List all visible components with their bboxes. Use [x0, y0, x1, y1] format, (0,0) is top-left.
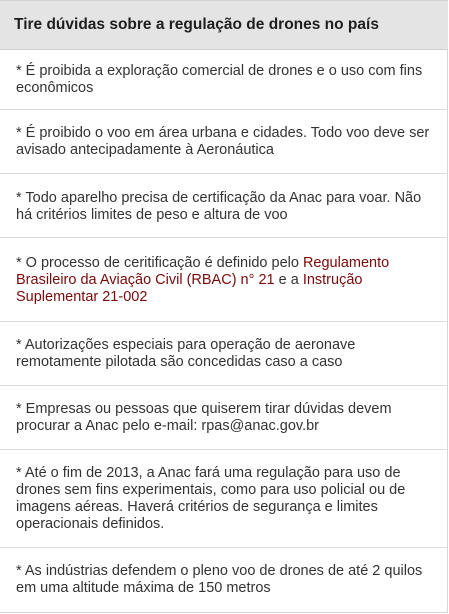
faq-item-text: * Empresas ou pessoas que quiserem tirar dúvidas devem procurar a Anac pelo e-mail: rpas@anac.gov.br: [16, 401, 392, 434]
faq-item-certification: [0, 174, 448, 238]
faq-item-text: * É proibida a exploração comercial de drones e o uso com fins econômicos: [16, 63, 423, 96]
faq-item-text: [16, 255, 436, 306]
faq-item-text: * É proibido o voo em área urbana e cidades. Todo voo deve ser avisado antecipadamente à Aeronáutica: [16, 125, 430, 158]
faq-item-certification-process: [0, 238, 448, 322]
instrucao-suplementar-link[interactable]: Instrução Suplementar 21-002: [16, 272, 363, 305]
faq-item-upcoming-regulation: [0, 450, 448, 548]
faq-item-urban-flight: [0, 110, 448, 174]
faq-header: [0, 0, 448, 50]
faq-item-text: * As indústrias defendem o pleno voo de drones de até 2 quilos em uma altitude máxima de 150 metros: [16, 563, 423, 596]
faq-item-special-authorizations: [0, 322, 448, 386]
faq-item-text: * Autorizações especiais para operação de aeronave remotamente pilotada são concedidas caso a caso: [16, 337, 356, 370]
faq-item-text-before: * O processo de ceritificação é definido pelo: [16, 255, 303, 271]
faq-title: Tire dúvidas sobre a regulação de drones no país: [14, 16, 379, 33]
faq-item-contact: [0, 386, 448, 450]
faq-item-commercial-ban: [0, 50, 448, 110]
faq-item-text: * Todo aparelho precisa de certificação da Anac para voar. Não há critérios limites de peso e altura de voo: [16, 190, 422, 223]
faq-item-text: * Até o fim de 2013, a Anac fará uma regulação para uso de drones sem fins experimentais, como para uso policial ou de imagens aéreas. Haverá critérios de segurança e limites operacionais definidos.: [16, 465, 406, 532]
faq-item-text-middle: e a: [274, 272, 303, 288]
rbac-21-link[interactable]: Regulamento Brasileiro da Aviação Civil (RBAC) n° 21: [16, 255, 390, 288]
faq-item-industry-position: [0, 548, 448, 613]
